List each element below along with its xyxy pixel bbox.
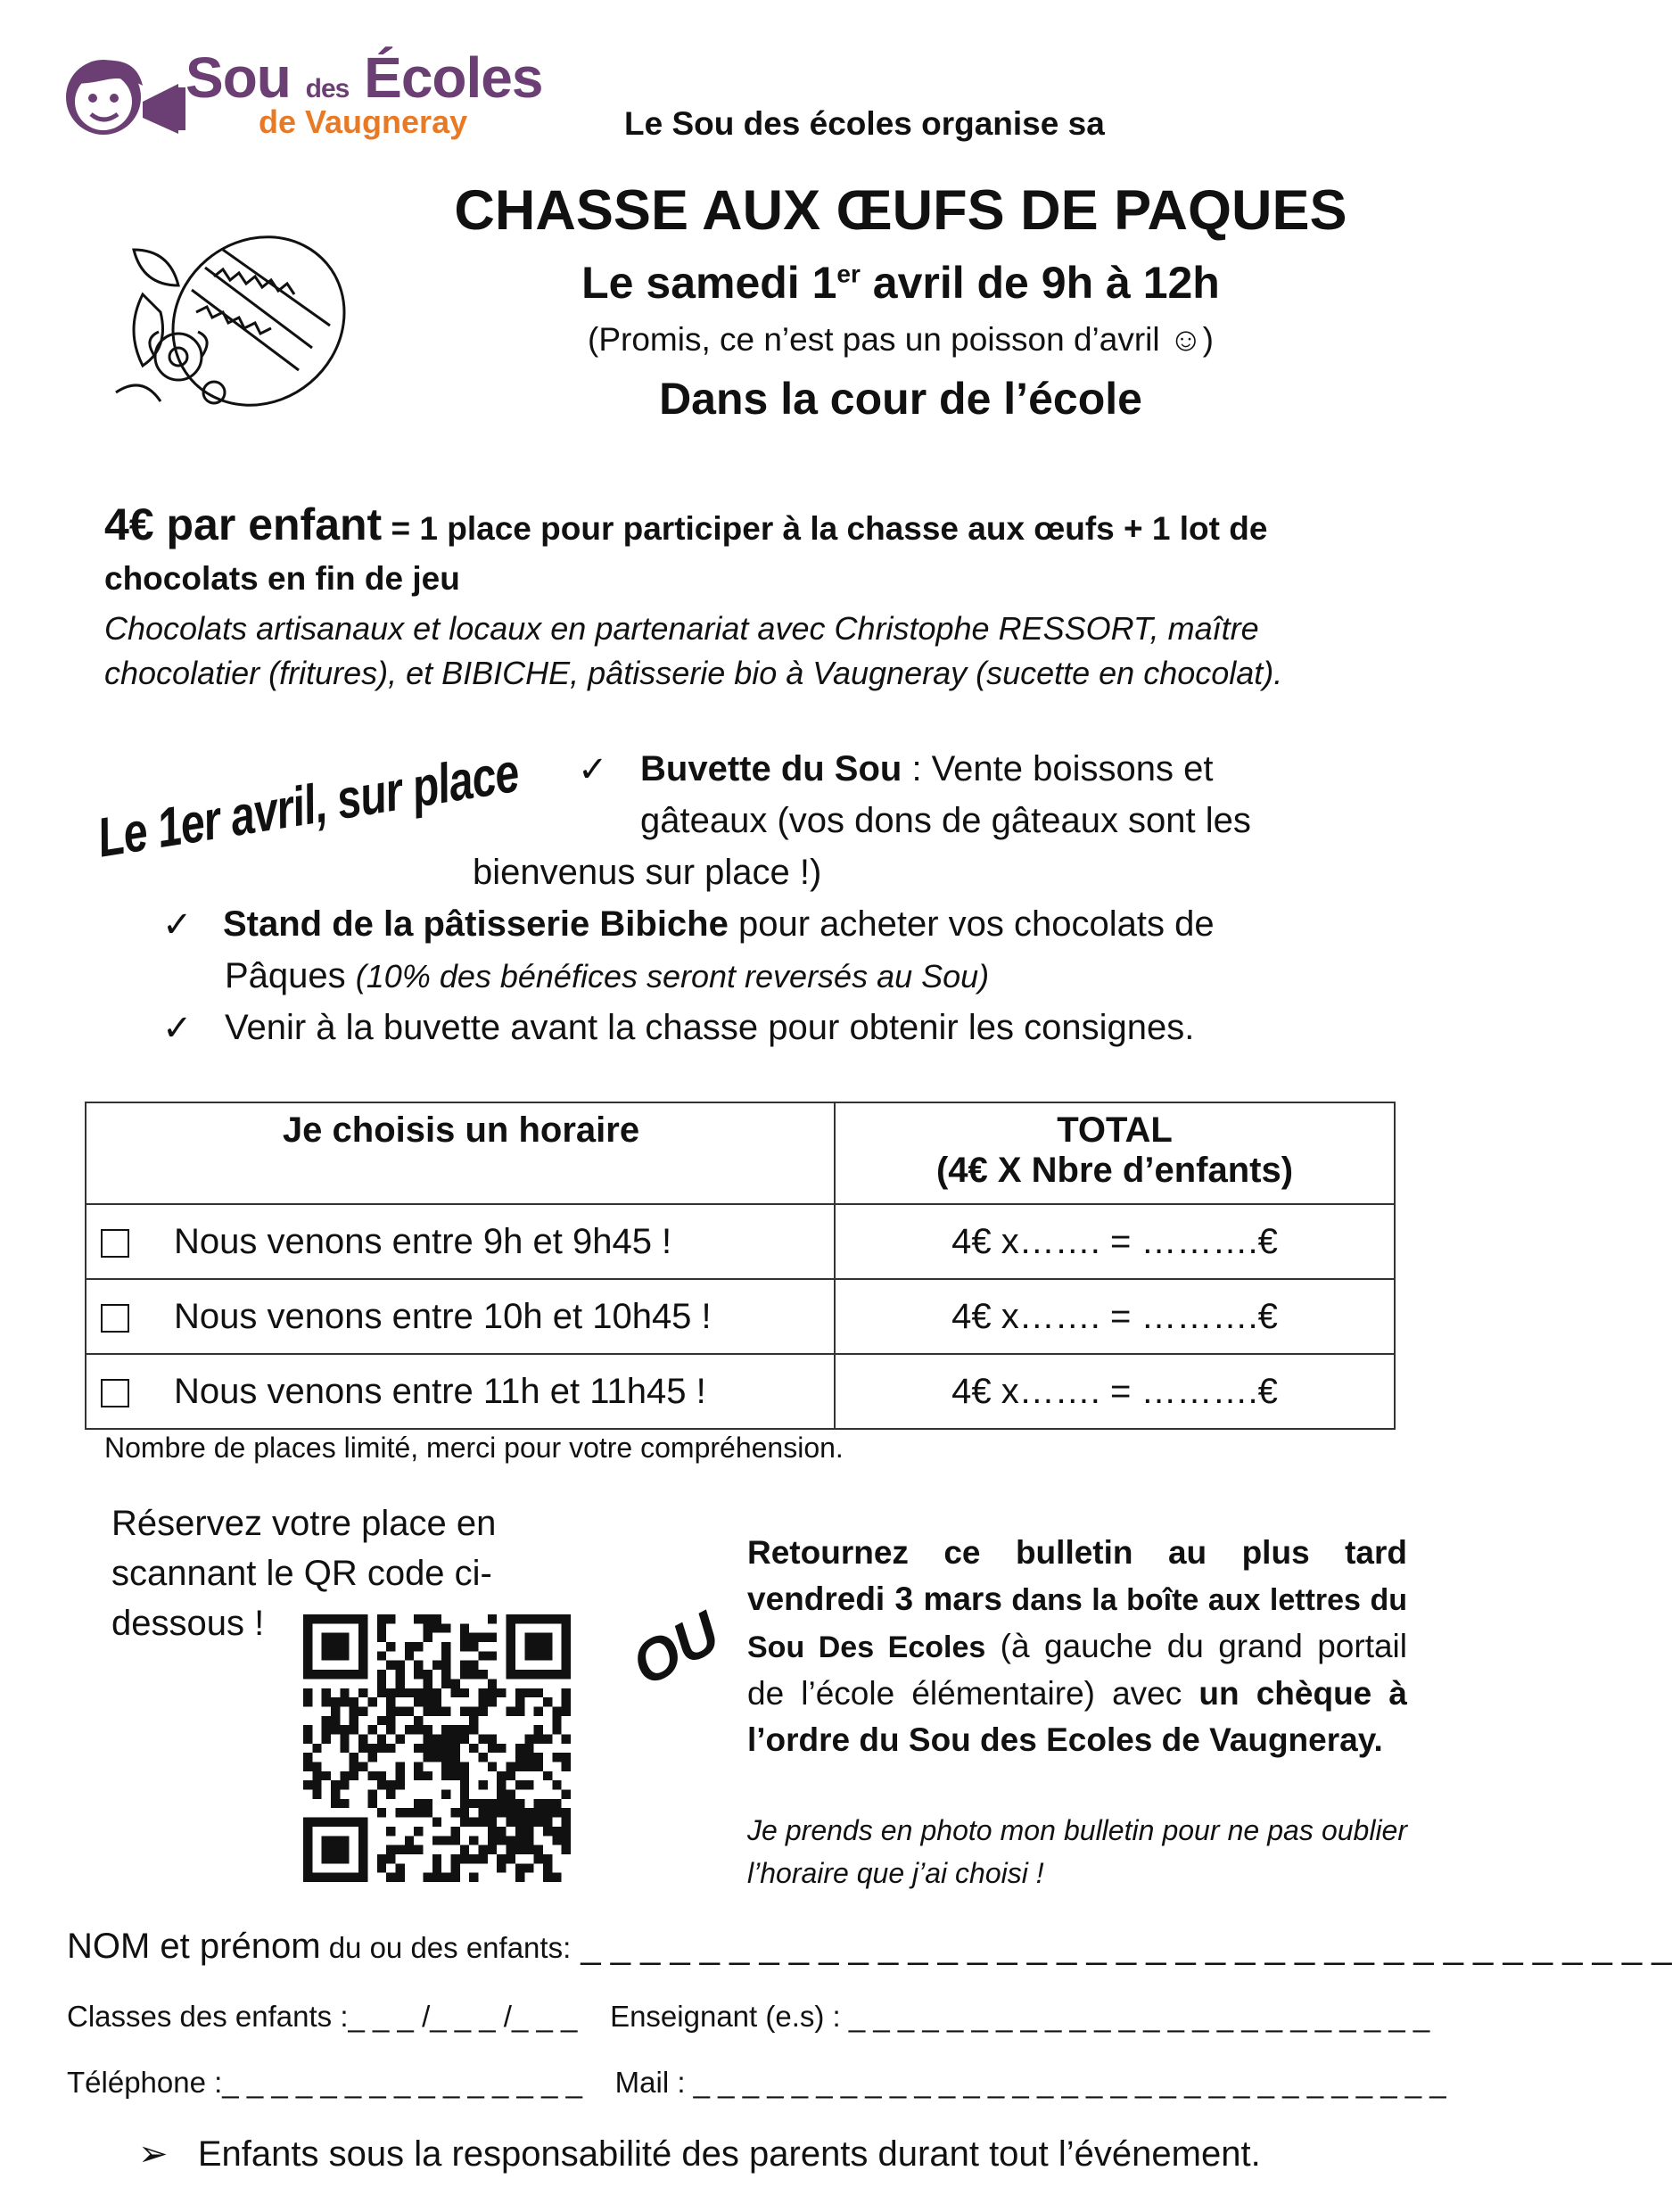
price-description: = 1 place pour participer à la chasse aux œufs + 1 lot de chocolats en fin de jeu: [104, 510, 1268, 597]
arrow-icon: ➢: [138, 2134, 169, 2174]
onsite-label: Le 1er avril, sur place: [93, 741, 523, 870]
checkbox[interactable]: [101, 1304, 129, 1333]
checkmark-icon: ✓: [578, 750, 608, 789]
slot-label: Nous venons entre 10h et 10h45 !: [174, 1296, 712, 1336]
event-date: Le samedi 1er avril de 9h à 12h: [581, 258, 1220, 308]
sou-logo: [61, 39, 560, 155]
buvette-line-1: Buvette du Sou : Vente boissons et: [640, 749, 1214, 788]
return-instructions: Retournez ce bulletin au plus tard vendredi 3 mars dans la boîte aux lettres du Sou Des Ecoles (à gauche du grand portail de l’école élémentaire) avec un chèque à l’ordre du Sou des Ecoles de Vaugneray.: [747, 1534, 1408, 1758]
slot-total: 4€ x……. = ……….€: [835, 1354, 1395, 1429]
buvette-line-3: bienvenus sur place !): [473, 853, 822, 892]
header-choice: Je choisis un horaire: [86, 1102, 835, 1204]
event-location: Dans la cour de l’école: [659, 374, 1142, 424]
limited-places-note: Nombre de places limité, merci pour votre compréhension.: [104, 1432, 844, 1464]
price-amount: 4€ par enfant: [104, 499, 383, 549]
promise-text: (Promis, ce n’est pas un poisson d’avril ☺): [588, 321, 1214, 358]
mascot-megaphone-icon: [61, 48, 194, 146]
phone-field[interactable]: Téléphone :_ _ _ _ _ _ _ _ _ _ _ _ _ _ _ Mail : _ _ _ _ _ _ _ _ _ _ _ _ _ _ _ _ _ _ _ _ _ _ _ _ _ _ _ _ _ _ _: [67, 2066, 1446, 2099]
stand-line-1: Stand de la pâtisserie Bibiche pour acheter vos chocolats de: [223, 904, 1215, 944]
mail-field[interactable]: Mail : _ _ _ _ _ _ _ _ _ _ _ _ _ _ _ _ _ _ _ _ _ _ _ _ _ _ _ _ _ _ _: [614, 2066, 1446, 2099]
checkmark-icon: ✓: [162, 905, 193, 945]
buvette-line-2: gâteaux (vos dons de gâteaux sont les: [640, 801, 1251, 840]
teacher-field[interactable]: Enseignant (e.s) : _ _ _ _ _ _ _ _ _ _ _ _ _ _ _ _ _ _ _ _ _ _ _ _: [610, 2000, 1430, 2033]
checkbox[interactable]: [101, 1229, 129, 1258]
consignes-text: Venir à la buvette avant la chasse pour obtenir les consignes.: [225, 1008, 1195, 1047]
footer-note: ➢ Enfants sous la responsabilité des parents durant tout l’événement.: [138, 2134, 1261, 2174]
reserve-text: Réservez votre place en scannant le QR code ci-dessous !: [111, 1504, 497, 1643]
schedule-table: [85, 1102, 1396, 1430]
table-header-row: [86, 1102, 1395, 1204]
slot-label: Nous venons entre 11h et 11h45 !: [174, 1371, 706, 1411]
name-field[interactable]: NOM et prénom du ou des enfants: _ _ _ _ _ _ _ _ _ _ _ _ _ _ _ _ _ _ _ _ _ _ _ _ _ _ _ _ _ _ _ _ _ _ _ _ _: [67, 1927, 1672, 1966]
table-row: [86, 1354, 1395, 1429]
logo-subtitle: de Vaugneray: [259, 103, 468, 140]
classes-field[interactable]: Classes des enfants :_ _ _ /_ _ _ /_ _ _ Enseignant (e.s) : _ _ _ _ _ _ _ _ _ _ _ _ _ _ _ _ _ _ _ _ _ _ _ _: [67, 2000, 1430, 2033]
slot-total: 4€ x……. = ……….€: [835, 1204, 1395, 1279]
partners-text: Chocolats artisanaux et locaux en partenariat avec Christophe RESSORT, maître chocolatier (fritures), et BIBICHE, pâtisserie bio à Vaugneray (sucette en chocolat).: [104, 610, 1283, 691]
price-section: [104, 499, 1371, 604]
checkbox[interactable]: [101, 1379, 129, 1407]
slot-label: Nous venons entre 9h et 9h45 !: [174, 1221, 672, 1261]
checkmark-icon: ✓: [162, 1009, 193, 1048]
page-title: CHASSE AUX ŒUFS DE PAQUES: [454, 179, 1347, 242]
qr-code-icon[interactable]: [303, 1614, 571, 1882]
photo-reminder: Je prends en photo mon bulletin pour ne pas oublier l’horaire que j’ai choisi !: [747, 1814, 1407, 1889]
logo-title: Sou des Écoles: [185, 45, 543, 110]
slot-total: 4€ x……. = ……….€: [835, 1279, 1395, 1354]
easter-egg-icon: [107, 214, 366, 419]
or-separator: OU: [621, 1598, 730, 1698]
header-total: TOTAL (4€ X Nbre d’enfants): [835, 1102, 1395, 1204]
table-row: [86, 1204, 1395, 1279]
table-row: [86, 1279, 1395, 1354]
intro-text: Le Sou des écoles organise sa: [624, 105, 1105, 142]
stand-line-2: Pâques (10% des bénéfices seront reversés au Sou): [225, 956, 990, 995]
